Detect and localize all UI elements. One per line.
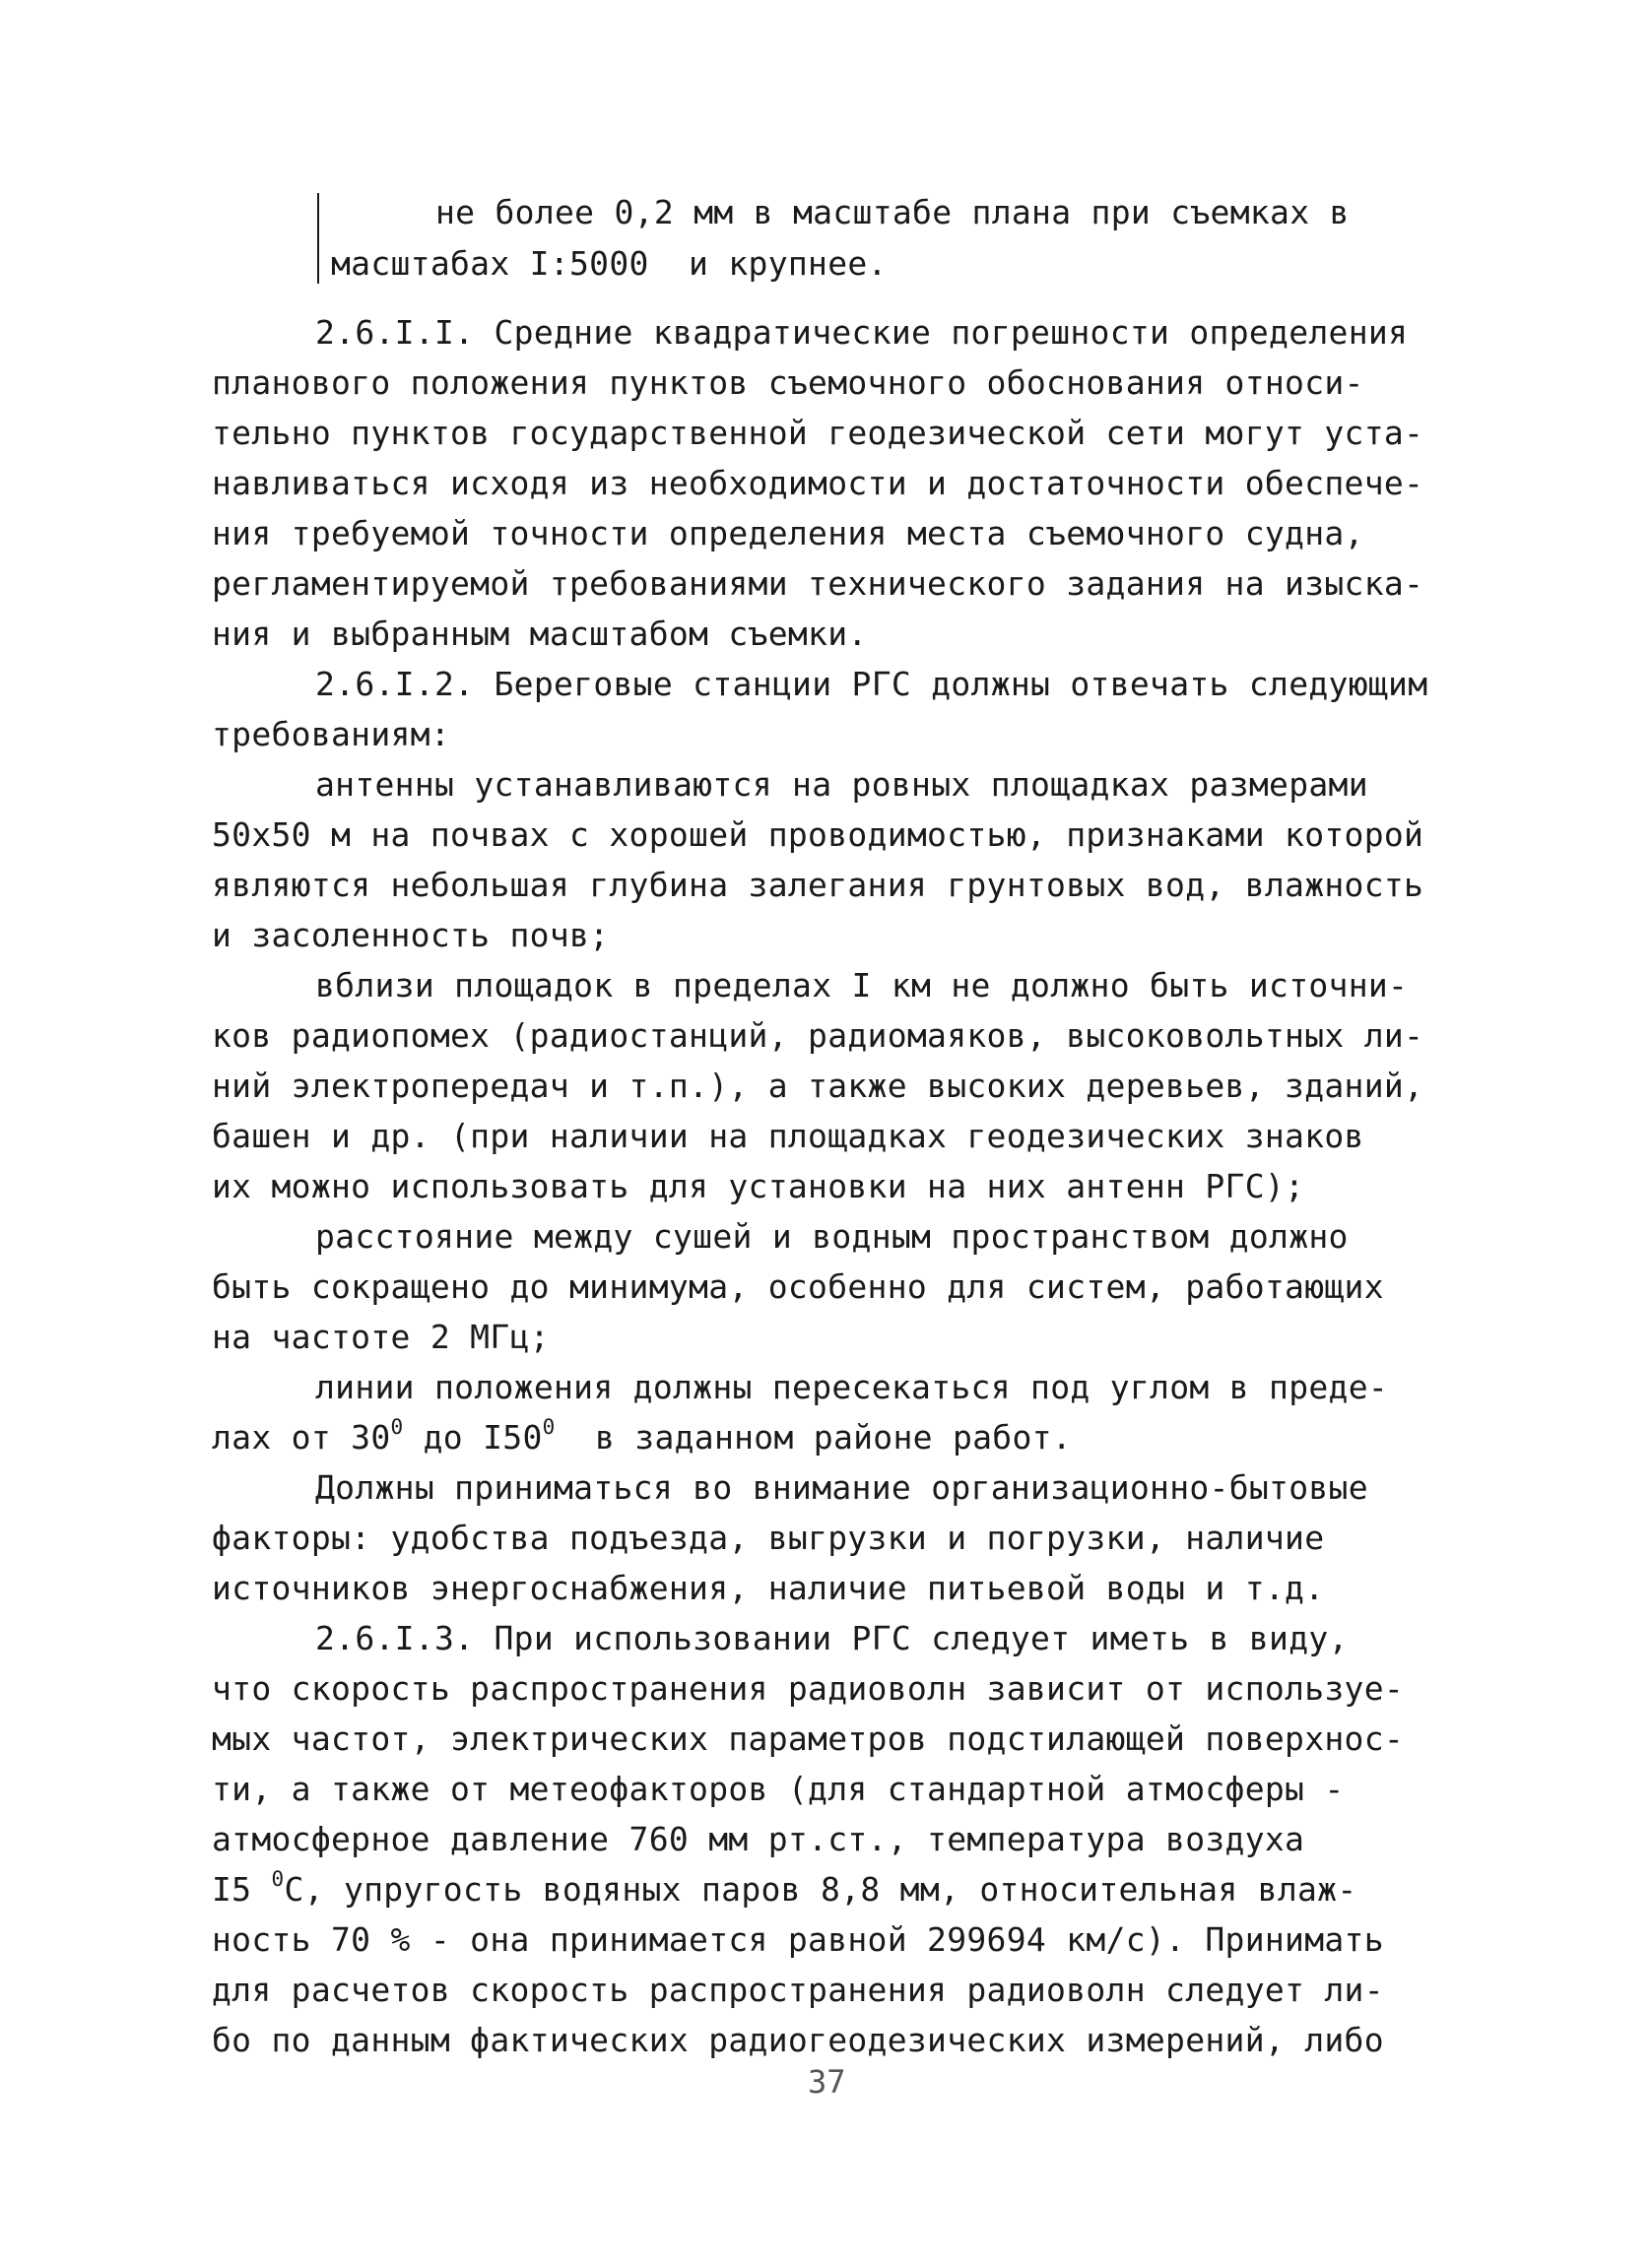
angles-line-2 (212, 1415, 1072, 1458)
margin-bar (317, 193, 319, 284)
angles-line-1: линии положения должны пересекаться под углом в преде- (315, 1368, 1389, 1406)
section-2-6-1-3-line-4: ти, а также от метеофакторов (для стандартной атмосферы - (212, 1770, 1345, 1808)
intro-line-1: не более 0,2 мм в масштабе плана при съемках в (435, 193, 1350, 231)
angles-text-b: до I50 (403, 1418, 543, 1457)
interference-line-2: ков радиопомех (радиостанций, радиомаяков, высоковольтных ли- (212, 1016, 1424, 1055)
interference-line-5: их можно использовать для установки на них антенн РГС); (212, 1167, 1305, 1205)
antennas-line-4: и засоленность почв; (212, 916, 610, 954)
factors-line-3: источников энергоснабжения, наличие питьевой воды и т.д. (212, 1569, 1325, 1607)
section-2-6-1-3-line-5: атмосферное давление 760 мм рт.ст., температура воздуха (212, 1820, 1305, 1858)
interference-line-3: ний электропередач и т.п.), а также высоких деревьев, зданий, (212, 1067, 1424, 1105)
degree-superscript: 0 (271, 1867, 285, 1891)
distance-line-1: расстояние между сушей и водным пространством должно (315, 1217, 1349, 1256)
temperature-value: I5 (212, 1870, 272, 1909)
distance-line-3: на частоте 2 МГц; (212, 1318, 550, 1356)
section-2-6-1-2-line-1: 2.6.I.2. Береговые станции РГС должны отвечать следующим (315, 665, 1428, 703)
section-2-6-1-3-line-1: 2.6.I.3. При использовании РГС следует иметь в виду, (315, 1619, 1349, 1657)
degree-superscript: 0 (542, 1415, 556, 1439)
page-number: 37 (808, 2063, 846, 2101)
factors-line-1: Должны приниматься во внимание организационно-бытовые (315, 1468, 1368, 1507)
section-2-6-1-1-line-2: планового положения пунктов съемочного обоснования относи- (212, 363, 1364, 402)
distance-line-2: быть сокращено до минимума, особенно для систем, работающих (212, 1267, 1384, 1306)
degree-superscript: 0 (390, 1415, 404, 1439)
section-2-6-1-3-line-6 (212, 1867, 1357, 1910)
section-2-6-1-1-line-3: тельно пунктов государственной геодезической сети могут уста- (212, 414, 1424, 452)
interference-line-1: вблизи площадок в пределах I км не должно быть источни- (315, 966, 1409, 1004)
angles-text-c: в заданном районе работ. (555, 1418, 1072, 1457)
factors-line-2: факторы: удобства подъезда, выгрузки и погрузки, наличие (212, 1519, 1325, 1557)
section-2-6-1-3-line-8: для расчетов скорость распространения радиоволн следует ли- (212, 1971, 1384, 2009)
interference-line-4: башен и др. (при наличии на площадках геодезических знаков (212, 1117, 1364, 1155)
section-2-6-1-3-line-9: бо по данным фактических радиогеодезических измерений, либо (212, 2021, 1384, 2059)
section-2-6-1-3-line-2: что скорость распространения радиоволн зависит от используе- (212, 1669, 1405, 1708)
section-2-6-1-3-line-3: мых частот, электрических параметров подстилающей поверхнос- (212, 1719, 1405, 1758)
section-2-6-1-2-line-2: требованиям: (212, 715, 451, 753)
section-2-6-1-1-line-4: навливаться исходя из необходимости и достаточности обеспече- (212, 464, 1424, 502)
angles-text-a: лах от 30 (212, 1418, 391, 1457)
section-2-6-1-1-line-6: регламентируемой требованиями технического задания на изыска- (212, 564, 1424, 603)
section-2-6-1-1-line-5: ния требуемой точности определения места съемочного судна, (212, 514, 1364, 552)
antennas-line-2: 50х50 м на почвах с хорошей проводимостью, признаками которой (212, 815, 1424, 854)
intro-line-2: масштабах I:5000 и крупнее. (331, 244, 888, 283)
section-2-6-1-3-line-7: ность 70 % - она принимается равной 299694 км/с). Принимать (212, 1920, 1384, 1959)
section-2-6-1-1-line-1: 2.6.I.I. Средние квадратические погрешности определения (315, 313, 1409, 352)
antennas-line-3: являются небольшая глубина залегания грунтовых вод, влажность (212, 866, 1424, 904)
section-2-6-1-1-line-7: ния и выбранным масштабом съемки. (212, 615, 868, 653)
temperature-rest: С, упругость водяных паров 8,8 мм, относительная влаж- (284, 1870, 1357, 1909)
antennas-line-1: антенны устанавливаются на ровных площадках размерами (315, 765, 1368, 804)
